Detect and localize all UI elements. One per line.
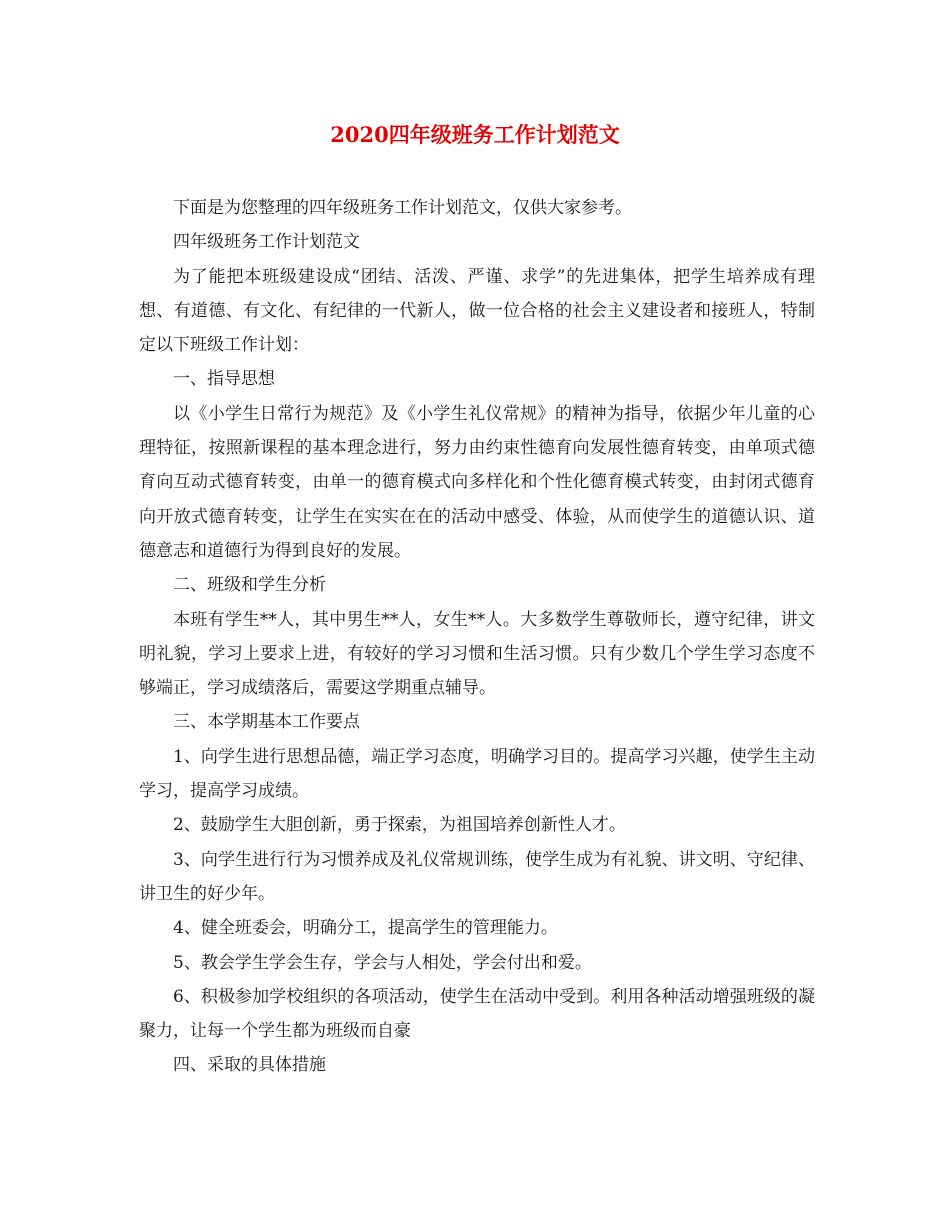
list-item-point-4: 4、健全班委会，明确分工，提高学生的管理能力。 [173, 918, 558, 939]
section-heading-class-analysis: 二、班级和学生分析 [173, 575, 326, 596]
paragraph-subtitle: 四年级班务工作计划范文 [173, 232, 360, 253]
list-item-point-3: 3、向学生进行行为习惯养成及礼仪常规训练，使学生成为有礼貌、讲文明、守纪律、讲卫生的好少年。 [139, 849, 815, 904]
section-heading-work-points: 三、本学期基本工作要点 [173, 712, 360, 733]
list-item-point-1: 1、向学生进行思想品德，端正学习态度，明确学习目的。提高学习兴趣，使学生主动学习，提高学习成绩。 [139, 746, 815, 802]
section-heading-guiding-thought: 一、指导思想 [173, 369, 275, 390]
list-item-point-5: 5、教会学生学会生存，学会与人相处，学会付出和爱。 [173, 952, 592, 973]
document-title: 2020四年级班务工作计划范文 [330, 122, 620, 147]
paragraph-guiding-thought: 以《小学生日常行为规范》及《小学生礼仪常规》的精神为指导，依据少年儿童的心理特征，按照新课程的基本理念进行，努力由约束性德育向发展性德育转变，由单项式德育向互动式德育转变，由单一的德育模式向多样化和个性化德育模式转变，由封闭式德育向开放式德育转变，让学生在实实在在的活动中感受、体验，从而使学生的道德认识、道德意志和道德行为得到良好的发展。 [139, 403, 815, 561]
list-item-point-2: 2、鼓励学生大胆创新，勇于探索，为祖国培养创新性人才。 [173, 815, 626, 836]
document-body [139, 191, 815, 1083]
section-heading-measures: 四、采取的具体措施 [173, 1055, 326, 1076]
paragraph-intro: 下面是为您整理的四年级班务工作计划范文，仅供大家参考。 [173, 198, 632, 218]
paragraph-class-analysis: 本班有学生**人，其中男生**人，女生**人。大多数学生尊敬师长，遵守纪律，讲文明礼貌，学习上要求上进，有较好的学习习惯和生活习惯。只有少数几个学生学习态度不够端正，学习成绩落后，需要这学期重点辅导。 [139, 609, 815, 699]
list-item-point-6: 6、积极参加学校组织的各项活动，使学生在活动中受到。利用各种活动增强班级的凝聚力，让每一个学生都为班级而自豪 [139, 986, 815, 1042]
paragraph-purpose: 为了能把本班级建设成“团结、活泼、严谨、求学”的先进集体，把学生培养成有理想、有道德、有文化、有纪律的一代新人，做一位合格的社会主义建设者和接班人，特制定以下班级工作计划： [139, 266, 815, 356]
